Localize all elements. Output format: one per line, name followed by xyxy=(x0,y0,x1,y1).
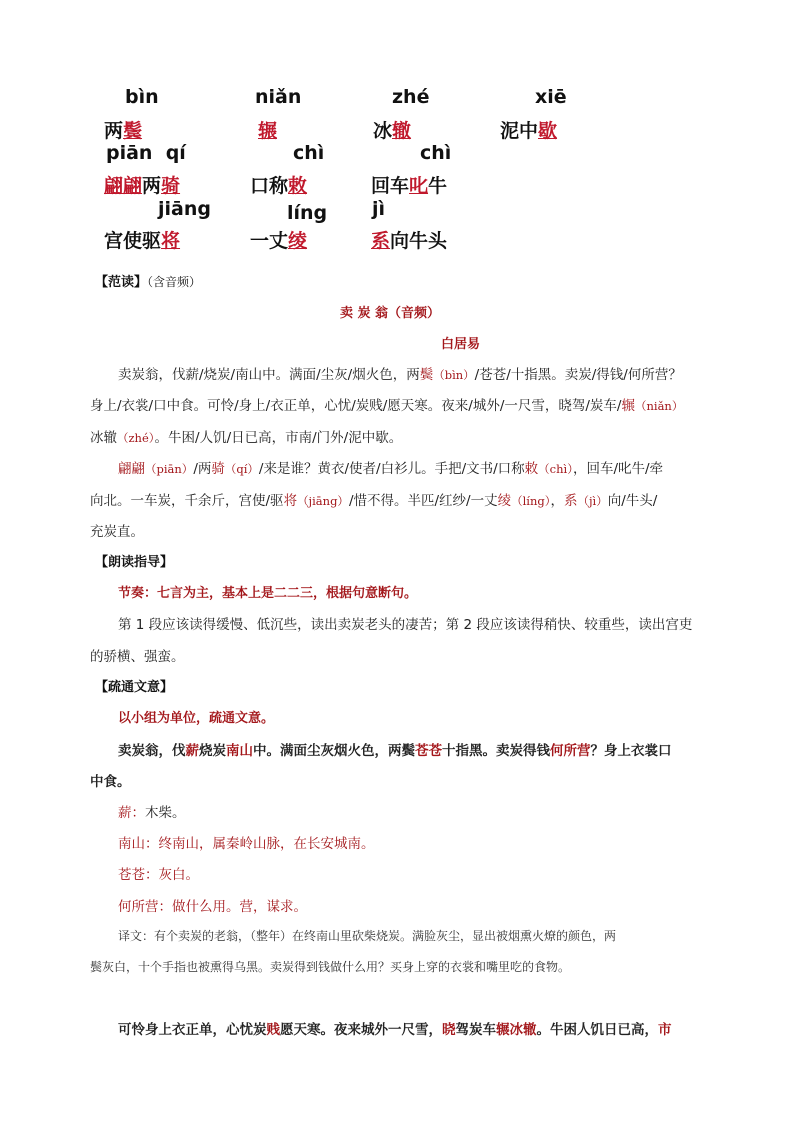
word-highlight: 辗 xyxy=(258,120,278,142)
poem-p2-line3: 充炭直。 xyxy=(90,524,144,540)
word-text: 冰 xyxy=(373,120,393,142)
word-highlight: 叱 xyxy=(409,175,429,197)
word-nian xyxy=(258,116,277,143)
highlight: 冰辙 xyxy=(90,430,117,446)
word-kouchengchi xyxy=(250,171,307,198)
word-highlight: 敕 xyxy=(288,175,308,197)
gloss-cangcang xyxy=(118,863,199,883)
text: ，回车/叱牛/牵 xyxy=(572,461,664,477)
sentence1-line2: 中食。 xyxy=(90,774,131,790)
highlight: 翩翩 xyxy=(118,461,145,477)
word-text: 宫使驱 xyxy=(104,230,162,252)
poem-p2-line1 xyxy=(118,457,663,477)
highlight: 系 xyxy=(563,493,578,509)
pinyin-inline: （zhé） xyxy=(117,431,155,445)
poem-p1-line2 xyxy=(90,394,683,414)
section-shutong: 【疏通文意】 xyxy=(95,680,174,695)
highlight: 骑 xyxy=(211,461,225,477)
word-text: 两 xyxy=(142,175,162,197)
pinyin-chi-1: chì xyxy=(293,142,325,164)
poem-p2-line2 xyxy=(90,489,657,509)
text: 十指黑。卖炭得钱 xyxy=(442,743,550,759)
gloss-value: 木柴。 xyxy=(145,805,186,821)
text: /两 xyxy=(193,461,212,477)
pinyin-zhe: zhé xyxy=(392,86,430,108)
sentence2-line1 xyxy=(118,1018,672,1038)
gloss-value: 终南山，属秦岭山脉，在长安城南。 xyxy=(158,836,375,852)
word-bingzhe xyxy=(373,116,411,143)
guide-line2: 的骄横、强蛮。 xyxy=(90,649,185,665)
pinyin-ling: líng xyxy=(287,202,328,224)
poem-title[interactable]: 卖 炭 翁（音频） xyxy=(340,306,441,321)
highlight: 苍苍 xyxy=(415,743,442,759)
highlight: 绫 xyxy=(497,493,512,509)
word-gongshiqujiang xyxy=(104,226,180,253)
word-text: 泥中 xyxy=(500,120,539,142)
gloss-value: 灰白。 xyxy=(158,867,199,883)
section-langdu: 【朗读指导】 xyxy=(95,555,174,570)
gloss-nanshan xyxy=(118,832,375,852)
pinyin-pianqi: piān qí xyxy=(106,142,186,164)
highlight: 薪 xyxy=(185,743,199,759)
text: /苍苍/十指黑。卖炭/得钱/何所营？ xyxy=(474,367,682,383)
text: 驾炭车 xyxy=(455,1022,496,1038)
word-jixiangniutou xyxy=(371,226,447,253)
gloss-key: 何所营： xyxy=(118,899,172,915)
highlight: 南山 xyxy=(226,743,253,759)
word-yizhangling xyxy=(250,226,307,253)
gloss-xin xyxy=(118,801,186,821)
word-huichechiniu xyxy=(371,171,447,198)
pinyin-inline: （líng） xyxy=(511,494,551,508)
pinyin-inline: （chì） xyxy=(538,462,573,476)
word-highlight: 系 xyxy=(371,230,391,252)
highlight: 鬓 xyxy=(419,367,434,383)
pinyin-chi-2: chì xyxy=(420,142,452,164)
section-fandu xyxy=(95,271,201,290)
word-highlight: 将 xyxy=(161,230,181,252)
pinyin-inline: （qí） xyxy=(224,462,259,476)
text: /来是谁？黄衣/使者/白衫儿。手把/文书/口称 xyxy=(258,461,525,477)
text: 可怜身上衣正单，心忧炭 xyxy=(118,1022,267,1038)
pinyin-inline: （bìn） xyxy=(433,368,475,382)
translation-line1: 译文：有个卖炭的老翁，（整年）在终南山里砍柴烧炭。满脸灰尘，显出被烟熏火燎的颜色，两 xyxy=(118,929,617,943)
guide-line1: 第 1 段应该读得缓慢、低沉些，读出卖炭老头的凄苦；第 2 段应该读得稍快、较重些，读出宫吏 xyxy=(118,617,693,633)
poem-p1-line1 xyxy=(118,363,682,383)
pinyin-inline: （jiāng） xyxy=(297,494,349,508)
text: ？身上衣裳口 xyxy=(590,743,672,759)
gloss-key: 南山： xyxy=(118,836,159,852)
pinyin-inline: （jì） xyxy=(577,494,608,508)
gloss-hesuoying xyxy=(118,895,307,915)
pinyin-nian: niǎn xyxy=(255,86,302,108)
sentence1-line1 xyxy=(118,739,672,759)
pinyin-bin: bìn xyxy=(125,86,159,108)
poem-author: 白居易 xyxy=(441,337,481,352)
text: 身上/衣裳/口中食。可怜/身上/衣正单，心忧/炭贱/愿天寒。夜来/城外/一尺雪，晓驾/炭车/ xyxy=(90,398,622,414)
rhythm-note: 节奏：七言为主，基本上是二二三，根据句意断句。 xyxy=(118,586,418,601)
poem-p1-line3 xyxy=(90,426,402,446)
text: 中。满面尘灰烟火色，两鬓 xyxy=(253,743,415,759)
word-highlight: 鬓 xyxy=(123,120,143,142)
word-text: 口称 xyxy=(250,175,289,197)
pinyin-inline: （niǎn） xyxy=(634,399,684,413)
word-liangbin xyxy=(104,116,142,143)
text: 。牛困/人饥/日已高，市南/门外/泥中歇。 xyxy=(154,430,403,446)
word-highlight: 绫 xyxy=(288,230,308,252)
pinyin-ji: jì xyxy=(372,198,386,220)
highlight: 辗 xyxy=(621,398,635,414)
highlight: 辗冰辙 xyxy=(496,1022,537,1038)
word-text: 回车 xyxy=(371,175,410,197)
text: 愿天寒。夜来城外一尺雪， xyxy=(280,1022,442,1038)
word-text: 牛 xyxy=(428,175,448,197)
group-task: 以小组为单位，疏通文意。 xyxy=(118,711,275,726)
gloss-key: 苍苍： xyxy=(118,867,159,883)
word-highlight: 翩翩 xyxy=(104,175,143,197)
highlight: 何所营 xyxy=(550,743,591,759)
pinyin-jiang: jiāng xyxy=(158,198,211,220)
highlight: 晓 xyxy=(442,1022,456,1038)
highlight: 将 xyxy=(283,493,298,509)
word-highlight: 歇 xyxy=(538,120,558,142)
word-highlight: 辙 xyxy=(392,120,412,142)
text: ， xyxy=(550,493,564,509)
word-text: 两 xyxy=(104,120,124,142)
pinyin-inline: （piān） xyxy=(145,462,194,476)
section-note: （含音频） xyxy=(147,275,202,289)
translation-line2: 鬓灰白，十个手指也被熏得乌黑。卖炭得到钱做什么用？买身上穿的衣裳和嘴里吃的食物。 xyxy=(90,960,571,974)
section-label: 【范读】 xyxy=(95,275,148,290)
highlight: 贱 xyxy=(266,1022,280,1038)
text: 卖炭翁，伐 xyxy=(118,743,186,759)
gloss-value: 做什么用。营，谋求。 xyxy=(172,899,307,915)
gloss-key: 薪： xyxy=(118,805,145,821)
word-highlight: 骑 xyxy=(161,175,181,197)
text: 。牛困人饥日已高， xyxy=(536,1022,658,1038)
text: 烧炭 xyxy=(199,743,226,759)
text: /惜不得。半匹/红纱/一丈 xyxy=(348,493,498,509)
word-text: 向牛头 xyxy=(390,230,448,252)
highlight: 敕 xyxy=(524,461,539,477)
pinyin-xie: xiē xyxy=(535,86,567,108)
word-nizhongxie xyxy=(500,116,557,143)
text: 卖炭翁，伐薪/烧炭/南山中。满面/尘灰/烟火色，两 xyxy=(118,367,420,383)
word-pianpianliangqi xyxy=(104,171,180,198)
highlight: 市 xyxy=(658,1022,672,1038)
word-text: 一丈 xyxy=(250,230,289,252)
text: 向北。一车炭，千余斤，宫使/驱 xyxy=(90,493,284,509)
text: 向/牛头/ xyxy=(607,493,658,509)
